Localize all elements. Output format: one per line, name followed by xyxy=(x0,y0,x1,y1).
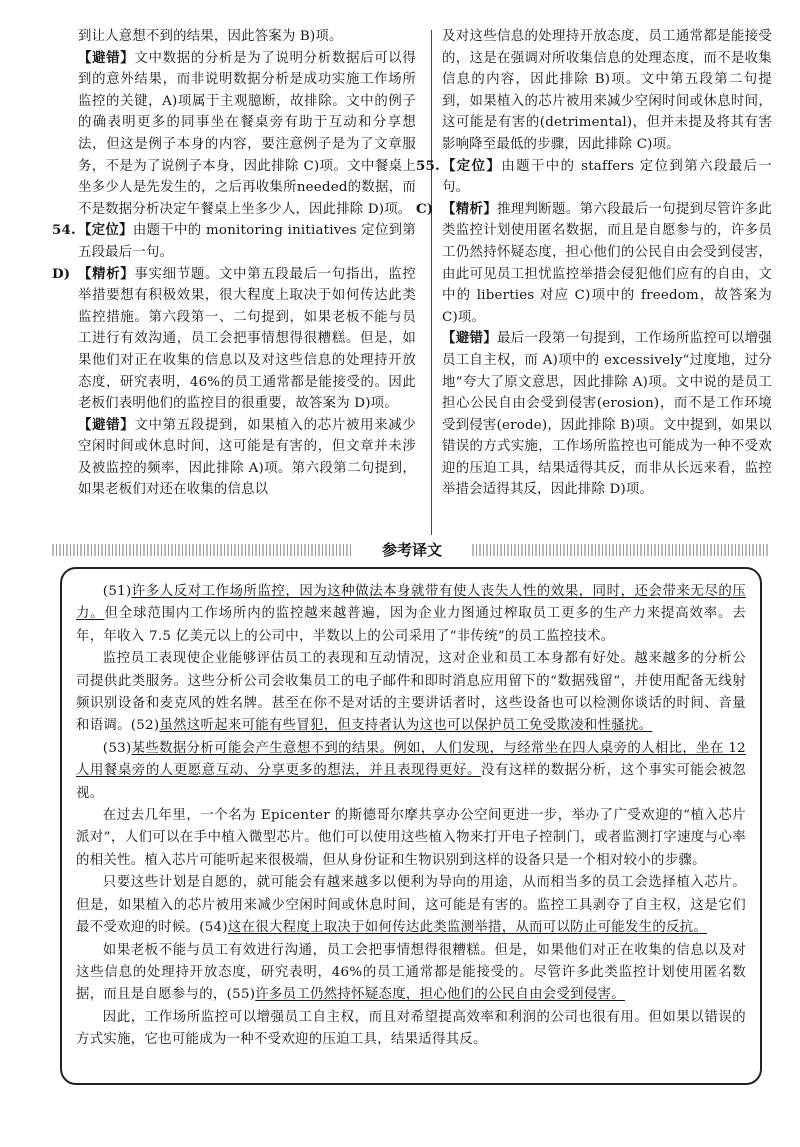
right-column xyxy=(416,26,772,501)
tag-label: 【避错】 xyxy=(78,416,135,433)
underlined-text: 虽然这听起来可能有些冒犯，但支持者认为这也可以保护员工免受欺凌和性骚扰。 xyxy=(159,718,653,734)
underlined-text: 这在很大程度上取决于如何传达此类监测举措，从而可以防止可能发生的反抗。 xyxy=(227,920,708,936)
left-column xyxy=(52,26,416,501)
answer-54-analysis xyxy=(52,264,416,415)
paragraph: 及对这些信息的处理持开放态度，员工通常都是能接受的，这是在强调对所收集信息的处理态度，而不是收集信息的内容，因此排除 B)项。文中第五段第二句提到，如果植入的芯片被用来减少空闲时间或休息时间，这可能是有害的(detrimental)，但并未提及将其有害影响降至最低的步骤，因此排除 C)项。 xyxy=(442,29,772,152)
question-marker: (53) xyxy=(102,740,132,756)
translation-paragraph-3 xyxy=(76,738,746,805)
paragraph-text: 文中第五段提到，如果植入的芯片被用来减少空闲时间或休息时间，这可能是有害的，但文章并未涉及被监控的频率，因此排除 A)项。第六段第二句提到，如果老板们对还在收集的信息以 xyxy=(78,417,416,498)
question-55-location xyxy=(416,156,772,199)
paragraph xyxy=(78,415,416,501)
question-marker: (51) xyxy=(102,584,132,599)
tag-label: 【避错】 xyxy=(442,330,498,347)
decorative-pattern xyxy=(472,544,768,556)
column-divider xyxy=(431,30,432,535)
paragraph-text: 如果老板不能与员工有效进行沟通，员工会把事情想得很糟糕。但是，如果他们对正在收集的信息以及对这些信息的处理持开放态度，研究表明，46%的员工通常都是能接受的。尽管许多此类监控计划使用匿名数据，而且是自愿参与的， xyxy=(76,942,746,1003)
paragraph-text: 事实细节题。文中第五段最后一句指出，监控举措要想有积极效果，很大程度上取决于如何传达此类监控措施。第六段第一、二句提到，如果老板不能与员工进行有效沟通，员工会把事情想得很糟糕。但是，如果他们对正在收集的信息以及对这些信息的处理持开放态度，研究表明，46%的员工通常都是能接受的。因此老板们表明他们的监控目的很重要，故答案为 D)项。 xyxy=(78,266,416,412)
paragraph: 到让人意想不到的结果，因此答案为 B)项。 xyxy=(78,29,343,44)
paragraph-text: 最后一段第一句提到，工作场所监控可以增强员工自主权，而 A)项中的 excessively“过度地，过分地”夸大了原文意思，因此排除 A)项。文中说的是员工担心公民自由会受到侵害(erosion)，而不是工作环境受到侵害(erode)，因此排除 B)项。文中提到，如果以错误的方式实施，工作场所监控也可能成为一种不受欢迎的压迫工具，结果适得其反，而非从长远来看，监控举措会适得其反，因此排除 D)项。 xyxy=(442,331,772,498)
underlined-text: 某些数据分析可能会产生意想不到的结果。例如，人们发现，与经常坐在四人桌旁的人相比，坐在 12 人用餐桌旁的人更愿意互动、分享更多的想法，并且表现得更好。 xyxy=(76,740,746,779)
question-54-location xyxy=(52,220,416,263)
tag-label: 【避错】 xyxy=(78,49,135,66)
paragraph-text: 由题干中的 staffers 定位到第六段最后一句。 xyxy=(442,158,772,196)
decorative-pattern xyxy=(52,544,352,556)
tag-label: 【定位】 xyxy=(78,222,133,239)
paragraph-text: 文中数据的分析是为了说明分析数据后可以得到的意外结果，而非说明数据分析是成功实施工作场所监控的关键，A)项属于主观臆断，故排除。文中的例子的确表明更多的同事坐在餐桌旁有助于互动和分享想法，但这是例子本身的内容，要注意例子是为了文章服务，不是为了说例子本身，因此排除 C)项。文中餐桌上坐多少人是先发生的，之后再收集所needed的数据，而不是数据分析决定午餐桌上坐多少人，因此排除 D)项。 xyxy=(78,50,416,217)
answer-55-analysis xyxy=(416,199,772,329)
translation-paragraph-4: 在过去几年里，一个名为 Epicenter 的斯德哥尔摩共享办公空间更进一步，举办了广受欢迎的“植入芯片派对”，人们可以在手中植入微型芯片。他们可以使用这些植入物来打开电子控制门，或者监测打字速度与心率的相关性。植入芯片可能听起来很极端，但从身份证和生物识别到这样的设备只是一个相对较小的步骤。 xyxy=(76,808,746,868)
question-number: 55. xyxy=(416,157,440,174)
paragraph xyxy=(78,48,416,221)
tag-label: 【精析】 xyxy=(442,200,498,217)
section-title: 参考译文 xyxy=(357,539,467,561)
translation-box xyxy=(60,567,762,1085)
answer-explanations xyxy=(52,26,772,536)
tag-label: 【定位】 xyxy=(442,157,502,174)
underlined-text: 许多员工仍然持怀疑态度，担心他们的公民自由会受到侵害。 xyxy=(255,987,625,1003)
paragraph-text: 推理判断题。第六段最后一句提到尽管许多此类监控计划使用匿名数据，而且是自愿参与的，许多员工仍然持怀疑态度，担心他们的公民自由会受到侵害，由此可见员工担忧监控举措会侵犯他们应有的自由，文中的 liberties 对应 C)项中的 freedom，故答案为 C)项。 xyxy=(442,201,772,325)
question-marker: (55) xyxy=(226,987,256,1003)
translation-paragraph-2 xyxy=(76,648,746,738)
tag-label: 【精析】 xyxy=(78,265,135,282)
paragraph-text: 但全球范围内工作场所内的监控越来越普遍，因为企业力图通过榨取员工更多的生产力来提高效率。去年，年收入 7.5 亿美元以上的公司中，半数以上的公司采用了“非传统”的员工监控技术。 xyxy=(76,606,746,644)
question-marker: (52) xyxy=(130,718,160,734)
translation-paragraph-1 xyxy=(76,581,746,648)
paragraph-text: 没有这样的数据分析，这个事实可能会被忽视。 xyxy=(76,763,746,801)
translation-paragraph-7: 因此，工作场所监控可以增强员工自主权，而且对希望提高效率和利润的公司也很有用。但如果以错误的方式实施，它也可能成为一种不受欢迎的压迫工具，结果适得其反。 xyxy=(76,1009,746,1048)
paragraph xyxy=(442,328,772,501)
paragraph-text: 由题干中的 monitoring initiatives 定位到第五段最后一句。 xyxy=(78,223,416,260)
underlined-text: 许多人反对工作场所监控，因为这种做法本身就带有使人丧失人性的效果，同时，还会带来无尽的压力。 xyxy=(76,584,746,622)
question-marker: (54) xyxy=(199,920,228,936)
section-header-band xyxy=(52,539,768,561)
question-number: 54. xyxy=(52,222,76,239)
translation-paragraph-6 xyxy=(76,940,746,1007)
translation-paragraph-5 xyxy=(76,872,746,939)
paragraph-text: 监控员工表现使企业能够评估员工的表现和互动情况，这对企业和员工本身都有好处。越来越多的分析公司提供此类服务。这些分析公司会收集员工的电子邮件和即时消息应用留下的“数据残留”，并使用配备无线射频识别设备和麦克风的姓名牌。甚至在你不是对话的主要讲话者时，这些设备也可以检测你谈话的时间、音量和语调。 xyxy=(76,651,746,734)
answer-letter: D) xyxy=(52,265,71,282)
paragraph-text: 只要这些计划是自愿的，就可能会有越来越多以便利为导向的用途，从而相当多的员工会选择植入芯片。但是，如果植入的芯片被用来减少空闲时间或休息时间，这可能是有害的。监控工具剥夺了自主权，这是它们最不受欢迎的时候。 xyxy=(76,875,746,936)
answer-letter: C) xyxy=(416,200,434,217)
